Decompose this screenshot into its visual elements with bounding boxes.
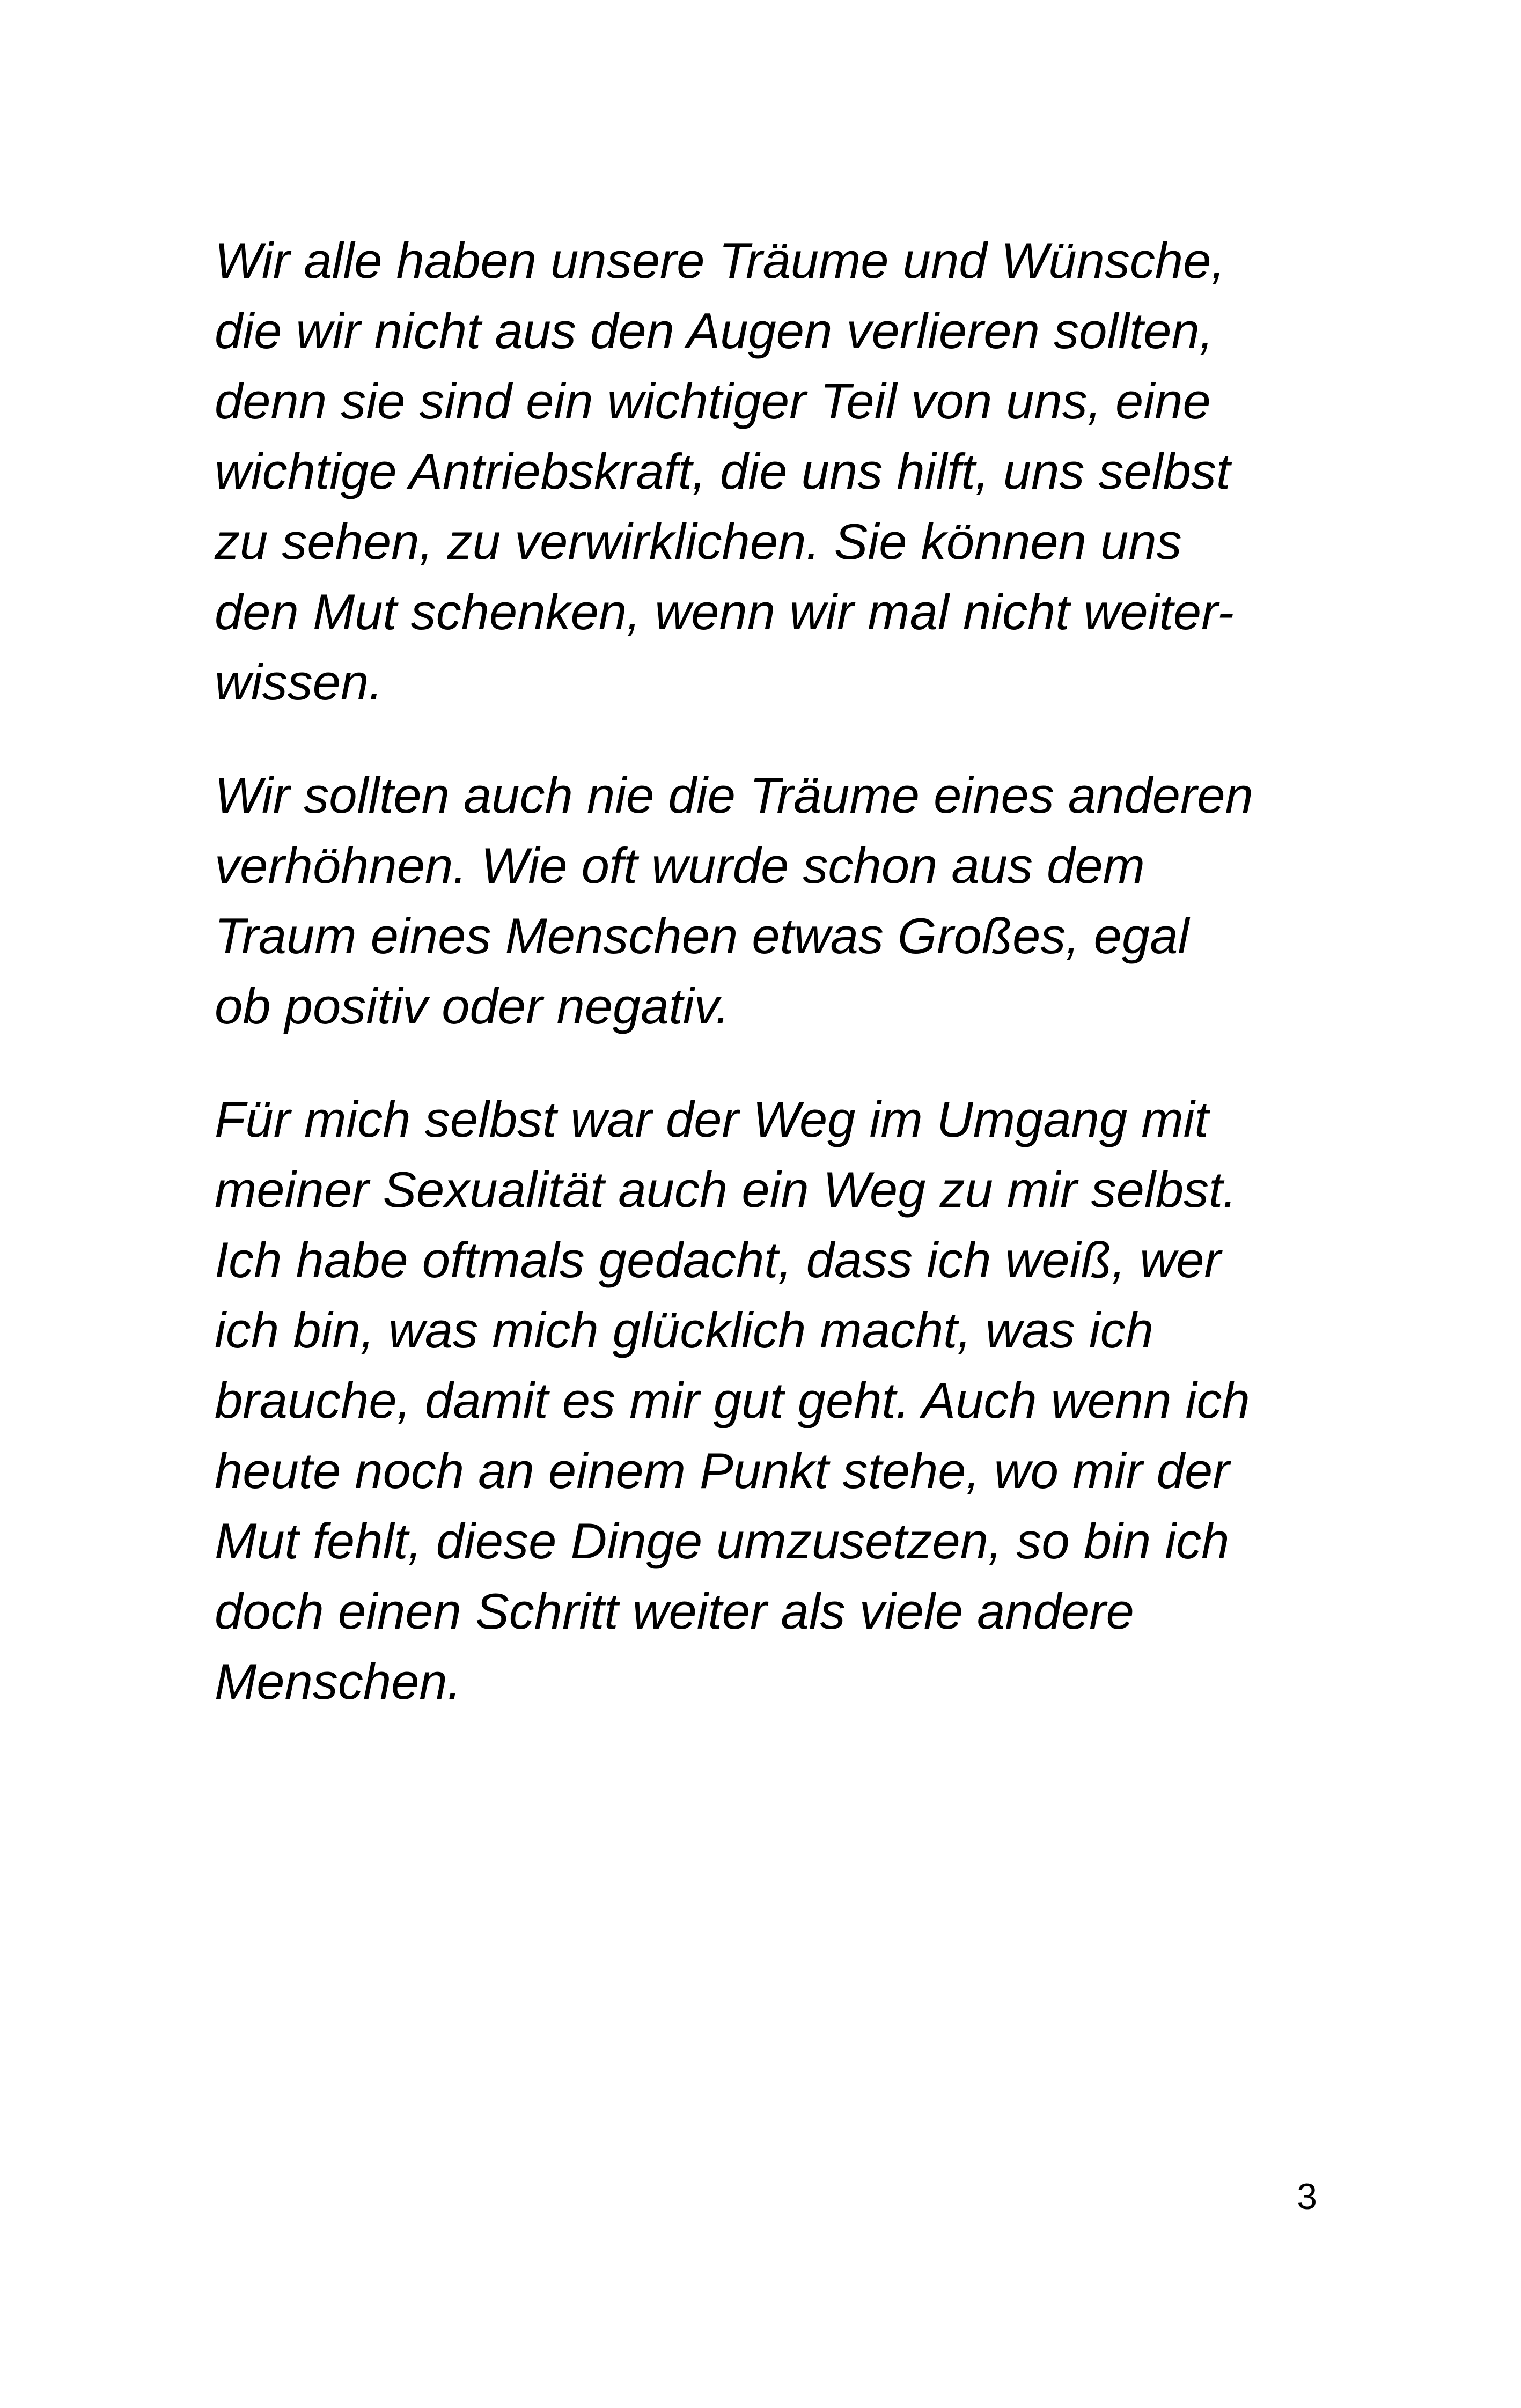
text-line: heute noch an einem Punkt stehe, wo mir der (215, 1442, 1230, 1499)
paragraph-3 (215, 1084, 1352, 1717)
text-line: Wir alle haben unsere Träume und Wünsche, (215, 232, 1225, 289)
text-line: Traum eines Menschen etwas Großes, egal (215, 908, 1189, 964)
text-line: doch einen Schritt weiter als viele andere (215, 1583, 1134, 1639)
text-line: den Mut schenken, wenn wir mal nicht weiter- (215, 584, 1235, 640)
text-line: verhöhnen. Wie oft wurde schon aus dem (215, 837, 1145, 894)
paragraph-2 (215, 760, 1352, 1041)
body-text (215, 225, 1352, 1759)
text-line: zu sehen, zu verwirklichen. Sie können uns (215, 513, 1182, 570)
text-line: Wir sollten auch nie die Träume eines anderen (215, 767, 1253, 823)
text-line: ob positiv oder negativ. (215, 978, 730, 1034)
text-line: die wir nicht aus den Augen verlieren sollten, (215, 303, 1214, 359)
text-line: denn sie sind ein wichtiger Teil von uns, eine (215, 373, 1211, 429)
text-line: Menschen. (215, 1653, 461, 1710)
text-line: Mut fehlt, diese Dinge umzusetzen, so bin ich (215, 1513, 1230, 1569)
text-line: ich bin, was mich glücklich macht, was ich (215, 1302, 1154, 1358)
text-line: Ich habe oftmals gedacht, dass ich weiß, wer (215, 1232, 1221, 1288)
text-line: brauche, damit es mir gut geht. Auch wenn ich (215, 1372, 1250, 1428)
text-line: Für mich selbst war der Weg im Umgang mit (215, 1091, 1209, 1147)
paragraph-1 (215, 225, 1352, 717)
page-number: 3 (1297, 2176, 1317, 2217)
text-line: wichtige Antriebskraft, die uns hilft, uns selbst (215, 443, 1231, 499)
text-line: meiner Sexualität auch ein Weg zu mir selbst. (215, 1161, 1237, 1218)
text-line: wissen. (215, 654, 383, 710)
